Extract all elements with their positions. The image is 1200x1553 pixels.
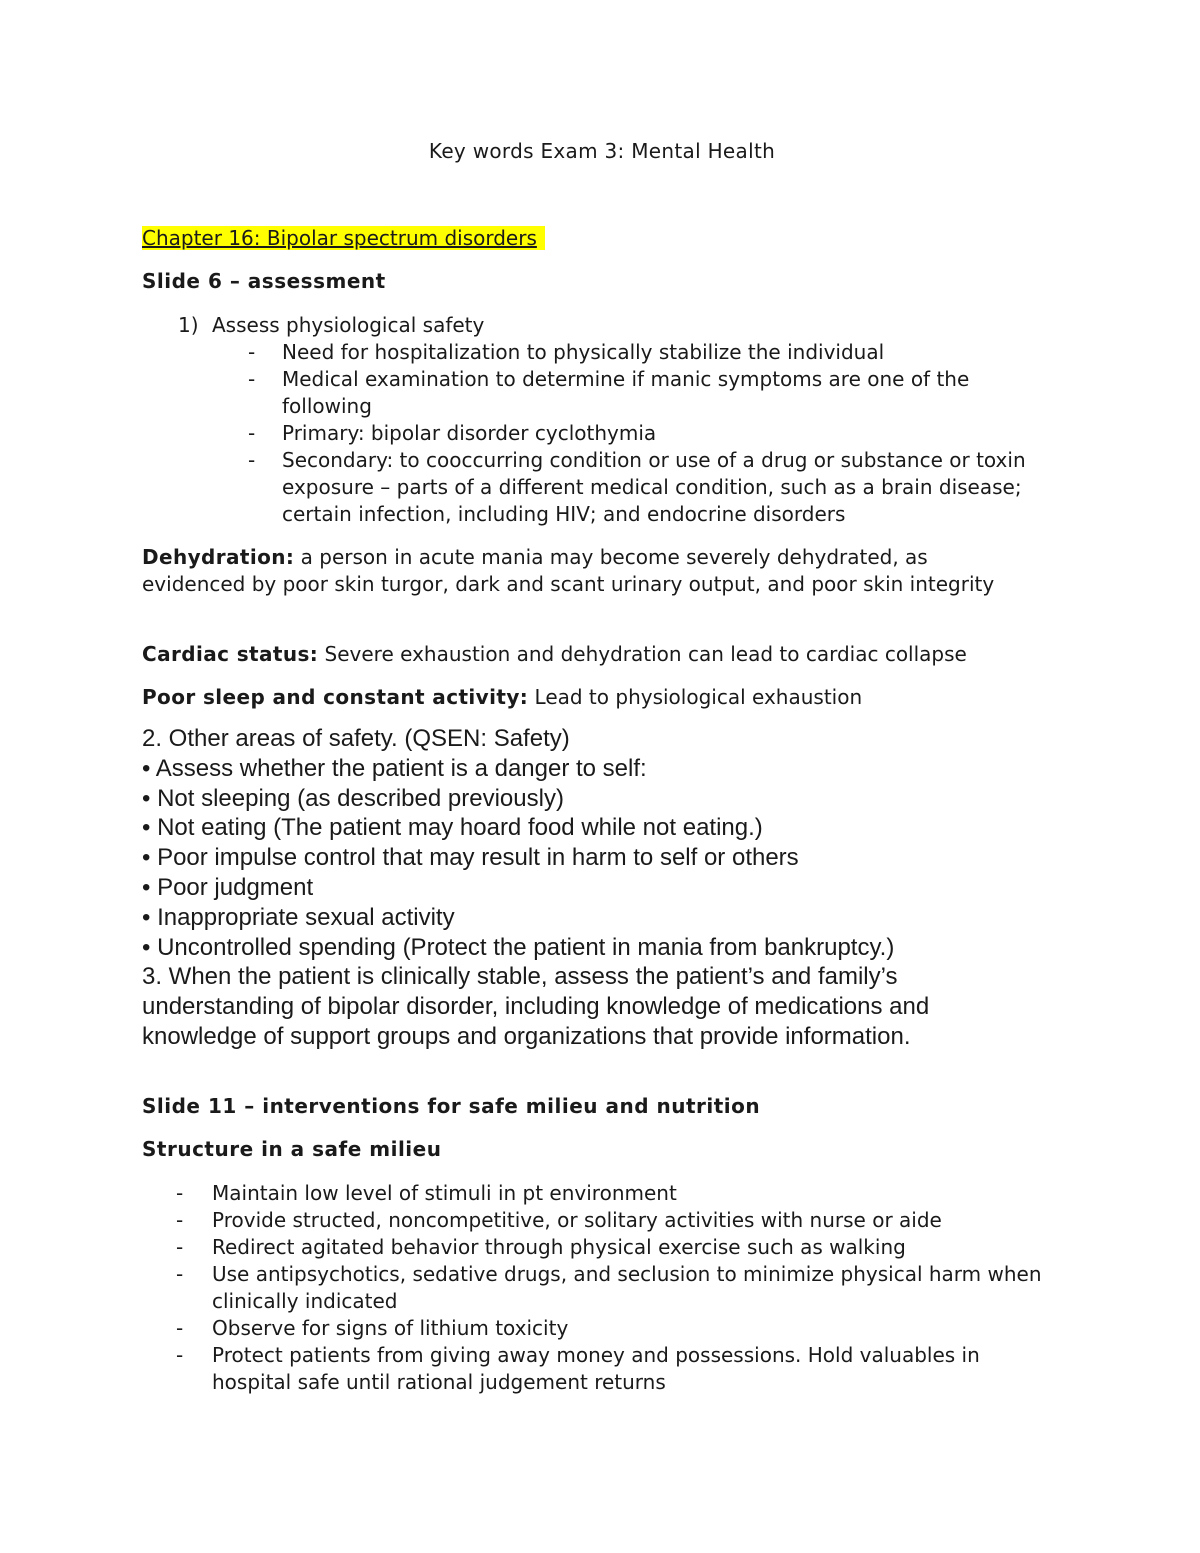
list-item-text: Protect patients from giving away money and possessions. Hold valuables in hospital safe until rational judgement returns [212,1343,980,1394]
list-item [142,420,1052,447]
cardiac-label: Cardiac status: [142,642,319,666]
safety-heading: 2. Other areas of safety. (QSEN: Safety) [142,725,570,752]
list-item [142,1315,1052,1342]
dash-bullet: - [176,1262,184,1286]
dash-bullet: - [248,421,256,445]
dash-bullet: - [176,1316,184,1340]
list-item-text: Primary: bipolar disorder cyclothymia [282,421,657,445]
assessment-list [142,312,1052,528]
safety-bullet: • Not sleeping (as described previously) [142,784,564,812]
list-item-text: Assess physiological safety [212,313,485,337]
cardiac-text: Severe exhaustion and dehydration can lead to cardiac collapse [318,642,967,666]
dash-bullet: - [176,1343,184,1367]
safety-bullet: • Uncontrolled spending (Protect the patient in mania from bankruptcy.) [142,933,895,961]
safety-section [142,724,1042,1052]
safety-bullet: • Poor judgment [142,873,314,901]
list-item-text: Medical examination to determine if manic symptoms are one of the following [282,367,970,418]
list-item [142,366,1052,420]
sleep-paragraph [142,684,1032,711]
safe-milieu-subheading: Structure in a safe milieu [142,1137,442,1161]
list-number: 1) [178,313,199,337]
safety-bullet: • Assess whether the patient is a danger to self: [142,754,647,782]
dash-bullet: - [248,448,256,472]
dehydration-paragraph [142,544,1032,598]
list-item-text: Need for hospitalization to physically stabilize the individual [282,340,885,364]
list-item [142,1342,1052,1396]
dash-bullet: - [176,1208,184,1232]
list-item [142,339,1052,366]
chapter-heading-text: Chapter 16: Bipolar spectrum disorders [142,226,545,250]
dash-bullet: - [248,367,256,391]
safety-bullet: • Poor impulse control that may result in harm to self or others [142,844,799,872]
list-item [142,1234,1052,1261]
slide6-heading: Slide 6 – assessment [142,269,386,293]
document-title: Key words Exam 3: Mental Health [428,139,776,163]
list-item-text: Provide structed, noncompetitive, or solitary activities with nurse or aide [212,1208,942,1232]
chapter-heading [142,226,545,250]
interventions-list [142,1180,1052,1396]
list-item-text: Maintain low level of stimuli in pt environment [212,1181,677,1205]
dash-bullet: - [176,1235,184,1259]
list-item [142,1261,1052,1315]
assessment-item-3: 3. When the patient is clinically stable, assess the patient’s and family’s understanding of bipolar disorder, including knowledge of medications and knowledge of support groups and organizations that provide information. [142,963,930,1050]
list-item-text: Secondary: to cooccurring condition or use of a drug or substance or toxin exposure – parts of a different medical condition, such as a brain disease; certain infection, including HIV; and endocrine disorders [282,448,1026,526]
dash-bullet: - [248,340,256,364]
list-item [142,1207,1052,1234]
safety-bullet: • Not eating (The patient may hoard food while not eating.) [142,814,763,842]
list-item [142,447,1052,528]
list-item-text: Observe for signs of lithium toxicity [212,1316,569,1340]
list-item-text: Use antipsychotics, sedative drugs, and seclusion to minimize physical harm when clinically indicated [212,1262,1042,1313]
dash-bullet: - [176,1181,184,1205]
dehydration-label: Dehydration: [142,545,295,569]
sleep-text: Lead to physiological exhaustion [528,685,863,709]
cardiac-paragraph [142,641,1032,668]
sleep-label: Poor sleep and constant activity: [142,685,529,709]
list-item-text: Redirect agitated behavior through physical exercise such as walking [212,1235,906,1259]
dehydration-text: a person in acute mania may become severely dehydrated, as evidenced by poor skin turgor, dark and scant urinary output, and poor skin integrity [142,545,995,596]
list-item [142,1180,1052,1207]
safety-bullet: • Inappropriate sexual activity [142,903,455,931]
list-item [142,312,1052,339]
slide11-heading: Slide 11 – interventions for safe milieu and nutrition [142,1094,761,1118]
